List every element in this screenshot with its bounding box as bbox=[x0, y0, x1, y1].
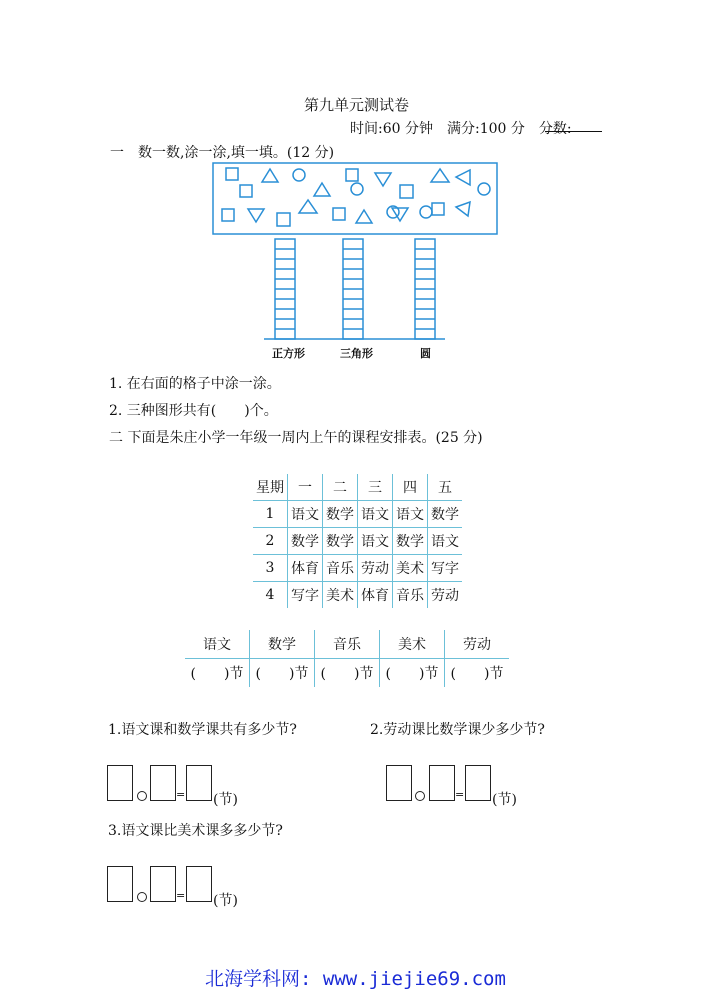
circle-shape bbox=[420, 206, 432, 218]
subject-cell: 语文 bbox=[428, 528, 463, 555]
schedule-header-cell: 五 bbox=[428, 474, 463, 501]
section1-heading: 一 数一数,涂一涂,填一填。(12 分) bbox=[110, 145, 335, 161]
subject-cell: 音乐 bbox=[393, 582, 428, 609]
square-shape bbox=[400, 185, 413, 198]
square-shape bbox=[240, 185, 252, 197]
answer-box[interactable] bbox=[186, 765, 212, 801]
subject-cell: 数学 bbox=[288, 528, 323, 555]
answer-box[interactable] bbox=[386, 765, 412, 801]
schedule-header-row bbox=[253, 474, 462, 501]
triangle-shape bbox=[299, 200, 317, 213]
count-blank-cell[interactable]: ( )节 bbox=[250, 659, 315, 688]
answer-box[interactable] bbox=[107, 866, 133, 902]
subject-cell: 音乐 bbox=[323, 555, 358, 582]
table-row bbox=[253, 528, 462, 555]
square-shape bbox=[333, 208, 345, 220]
square-shape bbox=[346, 169, 358, 181]
count-header-row bbox=[185, 630, 509, 659]
triangle-shape bbox=[375, 173, 391, 186]
triangle-shape bbox=[456, 202, 470, 216]
answer-box[interactable] bbox=[186, 866, 212, 902]
period-cell: 2 bbox=[253, 528, 288, 555]
operator-circle[interactable] bbox=[137, 892, 147, 902]
count-subject-cell: 音乐 bbox=[315, 630, 380, 659]
count-blank-row bbox=[185, 659, 509, 688]
count-table bbox=[185, 630, 509, 687]
schedule-header-cell: 三 bbox=[358, 474, 393, 501]
table-row bbox=[253, 582, 462, 609]
circle-bar-grid bbox=[415, 239, 435, 339]
section1-q1: 1. 在右面的格子中涂一涂。 bbox=[109, 376, 281, 392]
circle-shape bbox=[478, 183, 490, 195]
section2-heading: 二 下面是朱庄小学一年级一周内上午的课程安排表。(25 分) bbox=[109, 430, 483, 446]
answer-box[interactable] bbox=[429, 765, 455, 801]
count-blank-cell[interactable]: ( )节 bbox=[315, 659, 380, 688]
triangle-shape bbox=[456, 170, 470, 185]
period-cell: 1 bbox=[253, 501, 288, 528]
subject-cell: 数学 bbox=[323, 528, 358, 555]
bar-label-circle: 圆 bbox=[420, 347, 431, 360]
square-shape bbox=[222, 209, 234, 221]
subject-cell: 劳动 bbox=[358, 555, 393, 582]
section2-q1: 1.语文课和数学课共有多少节? bbox=[108, 722, 297, 738]
operator-circle[interactable] bbox=[415, 791, 425, 801]
footer-watermark: 北海学科网: www.jiejie69.com bbox=[205, 968, 506, 990]
subject-cell: 写字 bbox=[288, 582, 323, 609]
subject-cell: 语文 bbox=[393, 501, 428, 528]
count-subject-cell: 劳动 bbox=[445, 630, 510, 659]
circle-shape bbox=[293, 169, 305, 181]
square-shape bbox=[277, 213, 290, 226]
schedule-header-cell: 二 bbox=[323, 474, 358, 501]
triangle-bar-grid bbox=[343, 239, 363, 339]
square-shape bbox=[432, 203, 444, 215]
table-row bbox=[253, 555, 462, 582]
subject-cell: 写字 bbox=[428, 555, 463, 582]
subject-cell: 语文 bbox=[288, 501, 323, 528]
triangle-shape bbox=[431, 169, 449, 182]
period-cell: 4 bbox=[253, 582, 288, 609]
triangle-shape bbox=[356, 210, 372, 223]
answer-box[interactable] bbox=[150, 765, 176, 801]
unit-label: (节) bbox=[492, 792, 517, 808]
section2-q3: 3.语文课比美术课多多少节? bbox=[108, 823, 283, 839]
exam-meta: 时间:60 分钟 满分:100 分 分数: bbox=[350, 121, 572, 137]
count-blank-cell[interactable]: ( )节 bbox=[445, 659, 510, 688]
answer-box[interactable] bbox=[465, 765, 491, 801]
subject-cell: 数学 bbox=[393, 528, 428, 555]
subject-cell: 体育 bbox=[288, 555, 323, 582]
unit-label: (节) bbox=[213, 893, 238, 909]
subject-cell: 美术 bbox=[323, 582, 358, 609]
schedule-header-cell: 星期 bbox=[253, 474, 288, 501]
count-subject-cell: 语文 bbox=[185, 630, 250, 659]
subject-cell: 语文 bbox=[358, 501, 393, 528]
subject-cell: 语文 bbox=[358, 528, 393, 555]
square-shape bbox=[226, 168, 238, 180]
schedule-header-cell: 一 bbox=[288, 474, 323, 501]
count-blank-cell[interactable]: ( )节 bbox=[185, 659, 250, 688]
equals-sign: = bbox=[455, 788, 465, 801]
equals-sign: = bbox=[176, 889, 186, 902]
triangle-shape bbox=[262, 169, 278, 182]
subject-cell: 数学 bbox=[323, 501, 358, 528]
score-blank-line bbox=[545, 131, 602, 132]
subject-cell: 体育 bbox=[358, 582, 393, 609]
shape-counting-figure bbox=[200, 155, 510, 360]
operator-circle[interactable] bbox=[137, 791, 147, 801]
period-cell: 3 bbox=[253, 555, 288, 582]
table-row bbox=[253, 501, 462, 528]
answer-box[interactable] bbox=[150, 866, 176, 902]
schedule-table bbox=[253, 474, 462, 608]
triangle-shape bbox=[314, 183, 330, 196]
subject-cell: 劳动 bbox=[428, 582, 463, 609]
triangle-shape bbox=[248, 209, 264, 222]
section1-q2: 2. 三种图形共有( )个。 bbox=[109, 403, 278, 419]
square-bar-grid bbox=[275, 239, 295, 339]
subject-cell: 数学 bbox=[428, 501, 463, 528]
page-title: 第九单元测试卷 bbox=[304, 96, 410, 114]
unit-label: (节) bbox=[213, 792, 238, 808]
subject-cell: 美术 bbox=[393, 555, 428, 582]
bar-label-square: 正方形 bbox=[272, 347, 305, 360]
section2-q2: 2.劳动课比数学课少多少节? bbox=[370, 722, 545, 738]
count-subject-cell: 数学 bbox=[250, 630, 315, 659]
schedule-header-cell: 四 bbox=[393, 474, 428, 501]
circle-shape bbox=[351, 183, 363, 195]
equals-sign: = bbox=[176, 788, 186, 801]
answer-box[interactable] bbox=[107, 765, 133, 801]
count-blank-cell[interactable]: ( )节 bbox=[380, 659, 445, 688]
count-subject-cell: 美术 bbox=[380, 630, 445, 659]
triangle-shape bbox=[392, 208, 408, 221]
bar-label-triangle: 三角形 bbox=[340, 347, 373, 360]
